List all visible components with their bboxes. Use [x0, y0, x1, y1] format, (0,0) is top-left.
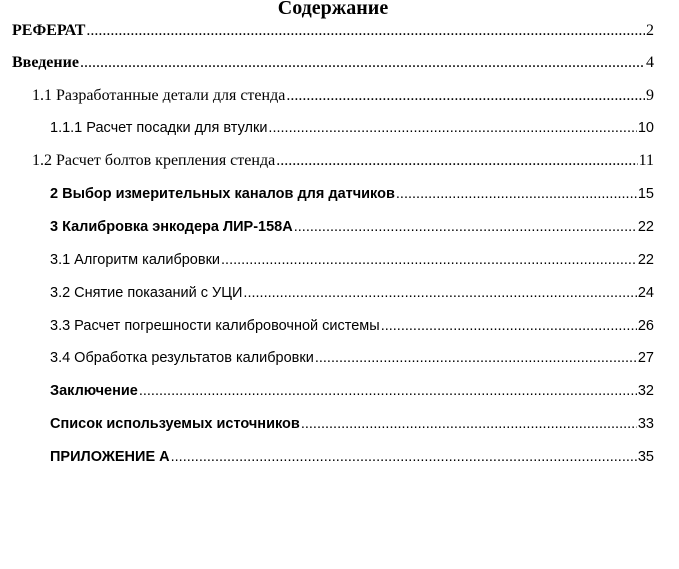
- toc-entry-label: 3.2 Снятие показаний с УЦИ: [50, 285, 243, 301]
- toc-entry-referat[interactable]: [12, 20, 654, 42]
- toc-entry-label: 3.3 Расчет погрешности калибровочной системы: [50, 318, 380, 334]
- toc-entry-label: 1.2 Расчет болтов крепления стенда: [32, 152, 276, 169]
- dot-leader: [221, 249, 637, 271]
- toc-entry-page: 27: [637, 350, 654, 366]
- toc-entry-label: ПРИЛОЖЕНИЕ А: [50, 449, 170, 465]
- toc-entry-conclusion[interactable]: [50, 380, 654, 402]
- toc-entry-page: 35: [637, 449, 654, 465]
- toc-entry-1-2[interactable]: [32, 150, 654, 172]
- dot-leader: [243, 282, 636, 304]
- toc-entry-label: 3.1 Алгоритм калибровки: [50, 252, 221, 268]
- dot-leader: [276, 150, 637, 172]
- toc-entry-3-4[interactable]: [50, 347, 654, 369]
- dot-leader: [86, 20, 645, 42]
- toc-entry-label: РЕФЕРАТ: [12, 22, 86, 39]
- toc-entry-3-3[interactable]: [50, 315, 654, 337]
- dot-leader: [139, 380, 637, 402]
- dot-leader: [294, 216, 637, 238]
- toc-entry-page: 24: [637, 285, 654, 301]
- dot-leader: [286, 85, 645, 107]
- toc-entry-label: Заключение: [50, 383, 138, 399]
- toc-entry-page: 10: [637, 120, 654, 136]
- toc-entry-1-1[interactable]: [32, 85, 654, 107]
- toc-entry-page: 22: [637, 252, 654, 268]
- toc-entry-page: 33: [637, 416, 654, 432]
- toc-entry-3-1[interactable]: [50, 249, 654, 271]
- toc-entry-page: 4: [646, 54, 654, 71]
- toc-entry-2[interactable]: [50, 183, 654, 205]
- toc-entry-label: Список используемых источников: [50, 416, 300, 432]
- toc-entry-appendix-a[interactable]: [50, 446, 654, 468]
- dot-leader: [381, 315, 637, 337]
- toc-entry-label: 1.1.1 Расчет посадки для втулки: [50, 120, 268, 136]
- toc-entry-label: 3 Калибровка энкодера ЛИР-158А: [50, 219, 293, 235]
- dot-leader: [80, 52, 645, 74]
- toc-entry-page: 15: [637, 186, 654, 202]
- toc-entry-page: 22: [637, 219, 654, 235]
- toc-entry-1-1-1[interactable]: [50, 117, 654, 139]
- toc-entry-3[interactable]: [50, 216, 654, 238]
- dot-leader: [315, 347, 637, 369]
- toc-entry-label: 1.1 Разработанные детали для стенда: [32, 87, 286, 104]
- toc-entry-references[interactable]: [50, 413, 654, 435]
- toc-title: Содержание: [277, 0, 389, 19]
- dot-leader: [301, 413, 637, 435]
- toc-entry-label: 3.4 Обработка результатов калибровки: [50, 350, 314, 366]
- toc-entry-3-2[interactable]: [50, 282, 654, 304]
- toc-entry-page: 26: [637, 318, 654, 334]
- toc-entry-label: 2 Выбор измерительных каналов для датчиков: [50, 186, 395, 202]
- toc-entry-page: 2: [646, 22, 654, 39]
- toc-entry-introduction[interactable]: [12, 52, 654, 74]
- toc-entry-page: 32: [637, 383, 654, 399]
- toc-entry-page: 9: [646, 87, 654, 104]
- dot-leader: [396, 183, 637, 205]
- dot-leader: [171, 446, 637, 468]
- dot-leader: [268, 117, 636, 139]
- toc-entry-label: Введение: [12, 54, 79, 71]
- toc-entry-page: 11: [638, 152, 654, 169]
